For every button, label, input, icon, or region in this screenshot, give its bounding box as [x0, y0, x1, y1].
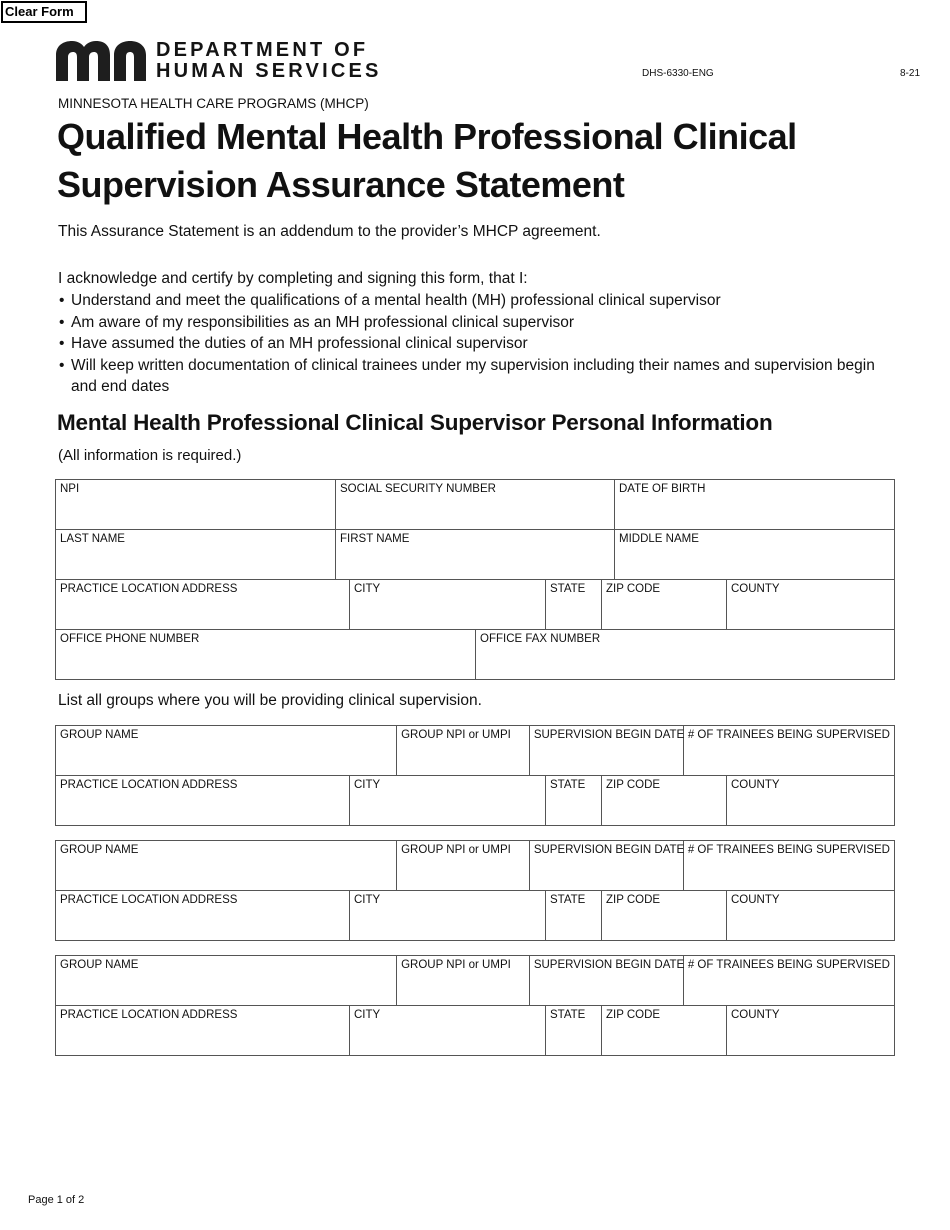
group-city-label: CITY [354, 1009, 381, 1021]
group-name-label: GROUP NAME [60, 729, 139, 741]
agency-name [156, 40, 382, 82]
group-state-label: STATE [550, 1009, 586, 1021]
group-name-field[interactable] [56, 726, 397, 776]
group-county-label: COUNTY [731, 894, 780, 906]
group-npi-field[interactable] [397, 726, 530, 776]
begin-date-field[interactable] [530, 726, 684, 776]
group-state-label: STATE [550, 779, 586, 791]
trainees-field[interactable] [684, 956, 895, 1006]
personal-info-table [55, 479, 895, 680]
acknowledgment-item: • Will keep written documentation of clinical trainees under my supervision including their names and supervision begin and end dates [58, 355, 888, 398]
acknowledgment-item: • Understand and meet the qualifications of a mental health (MH) professional clinical supervisor [58, 290, 888, 312]
clear-form-button[interactable]: Clear Form [1, 1, 87, 23]
county-field[interactable] [727, 580, 895, 630]
begin-date-label: SUPERVISION BEGIN DATE [533, 959, 685, 971]
last-name-field[interactable] [56, 530, 336, 580]
group-address-label: PRACTICE LOCATION ADDRESS [60, 779, 238, 791]
zip-label: ZIP CODE [606, 583, 661, 595]
acknowledgment-list [58, 290, 888, 398]
dob-label: DATE OF BIRTH [619, 483, 706, 495]
address-label: PRACTICE LOCATION ADDRESS [60, 583, 238, 595]
last-name-label: LAST NAME [60, 533, 125, 545]
group-npi-label: GROUP NPI or UMPI [401, 729, 511, 741]
group-npi-label: GROUP NPI or UMPI [401, 844, 511, 856]
group-city-field[interactable] [350, 776, 546, 826]
trainees-field[interactable] [684, 726, 895, 776]
group-address-field[interactable] [56, 776, 350, 826]
intro-text: This Assurance Statement is an addendum to the provider’s MHCP agreement. [58, 223, 601, 240]
phone-field[interactable] [56, 630, 476, 680]
trainees-label: # OF TRAINEES BEING SUPERVISED [687, 729, 890, 741]
group-county-field[interactable] [727, 891, 895, 941]
group-name-label: GROUP NAME [60, 959, 139, 971]
npi-field[interactable] [56, 480, 336, 530]
trainees-field[interactable] [684, 841, 895, 891]
middle-name-label: MIDDLE NAME [619, 533, 699, 545]
group-table [55, 840, 895, 941]
group-name-field[interactable] [56, 841, 397, 891]
acknowledgment-item: • Have assumed the duties of an MH professional clinical supervisor [58, 333, 888, 355]
mn-logo-icon [56, 41, 146, 81]
group-address-field[interactable] [56, 1006, 350, 1056]
group-city-field[interactable] [350, 891, 546, 941]
begin-date-label: SUPERVISION BEGIN DATE [533, 729, 685, 741]
group-npi-label: GROUP NPI or UMPI [401, 959, 511, 971]
group-table [55, 725, 895, 826]
form-code: DHS-6330-ENG [642, 68, 714, 79]
group-address-label: PRACTICE LOCATION ADDRESS [60, 894, 238, 906]
group-npi-field[interactable] [397, 841, 530, 891]
state-label: STATE [550, 583, 586, 595]
personal-info-heading: Mental Health Professional Clinical Supervisor Personal Information [57, 410, 773, 435]
begin-date-label: SUPERVISION BEGIN DATE [533, 844, 685, 856]
groups-note: List all groups where you will be providing clinical supervision. [58, 692, 482, 709]
dhs-logo [56, 40, 382, 82]
first-name-label: FIRST NAME [340, 533, 410, 545]
group-county-label: COUNTY [731, 779, 780, 791]
zip-field[interactable] [602, 580, 727, 630]
group-city-field[interactable] [350, 1006, 546, 1056]
fax-field[interactable] [476, 630, 895, 680]
group-zip-field[interactable] [602, 891, 727, 941]
npi-label: NPI [60, 483, 80, 495]
agency-line-1: DEPARTMENT OF [156, 39, 369, 61]
begin-date-field[interactable] [530, 841, 684, 891]
trainees-label: # OF TRAINEES BEING SUPERVISED [687, 844, 890, 856]
city-field[interactable] [350, 580, 546, 630]
dob-field[interactable] [615, 480, 895, 530]
group-zip-label: ZIP CODE [606, 779, 661, 791]
group-city-label: CITY [354, 779, 381, 791]
acknowledgment-item: • Am aware of my responsibilities as an MH professional clinical supervisor [58, 312, 888, 334]
first-name-field[interactable] [336, 530, 615, 580]
group-state-field[interactable] [546, 776, 602, 826]
middle-name-field[interactable] [615, 530, 895, 580]
group-state-label: STATE [550, 894, 586, 906]
page-title: Qualified Mental Health Professional Clinical Supervision Assurance Statement [57, 116, 797, 205]
ssn-field[interactable] [336, 480, 615, 530]
city-label: CITY [354, 583, 381, 595]
group-city-label: CITY [354, 894, 381, 906]
ssn-label: SOCIAL SECURITY NUMBER [340, 483, 496, 495]
group-state-field[interactable] [546, 891, 602, 941]
acknowledgment-lead: I acknowledge and certify by completing and signing this form, that I: [58, 270, 528, 287]
address-field[interactable] [56, 580, 350, 630]
group-state-field[interactable] [546, 1006, 602, 1056]
group-table [55, 955, 895, 1056]
state-field[interactable] [546, 580, 602, 630]
group-address-label: PRACTICE LOCATION ADDRESS [60, 1009, 238, 1021]
fax-label: OFFICE FAX NUMBER [480, 633, 601, 645]
group-county-field[interactable] [727, 776, 895, 826]
county-label: COUNTY [731, 583, 780, 595]
group-address-field[interactable] [56, 891, 350, 941]
page-number: Page 1 of 2 [28, 1194, 85, 1206]
group-zip-field[interactable] [602, 776, 727, 826]
group-name-field[interactable] [56, 956, 397, 1006]
group-npi-field[interactable] [397, 956, 530, 1006]
begin-date-field[interactable] [530, 956, 684, 1006]
group-zip-label: ZIP CODE [606, 894, 661, 906]
group-zip-label: ZIP CODE [606, 1009, 661, 1021]
required-note: (All information is required.) [58, 447, 242, 464]
phone-label: OFFICE PHONE NUMBER [60, 633, 200, 645]
group-county-field[interactable] [727, 1006, 895, 1056]
group-name-label: GROUP NAME [60, 844, 139, 856]
group-county-label: COUNTY [731, 1009, 780, 1021]
agency-line-2: HUMAN SERVICES [156, 60, 382, 82]
form-revision-date: 8-21 [900, 68, 921, 79]
group-zip-field[interactable] [602, 1006, 727, 1056]
program-name: MINNESOTA HEALTH CARE PROGRAMS (MHCP) [58, 96, 369, 111]
trainees-label: # OF TRAINEES BEING SUPERVISED [687, 959, 890, 971]
